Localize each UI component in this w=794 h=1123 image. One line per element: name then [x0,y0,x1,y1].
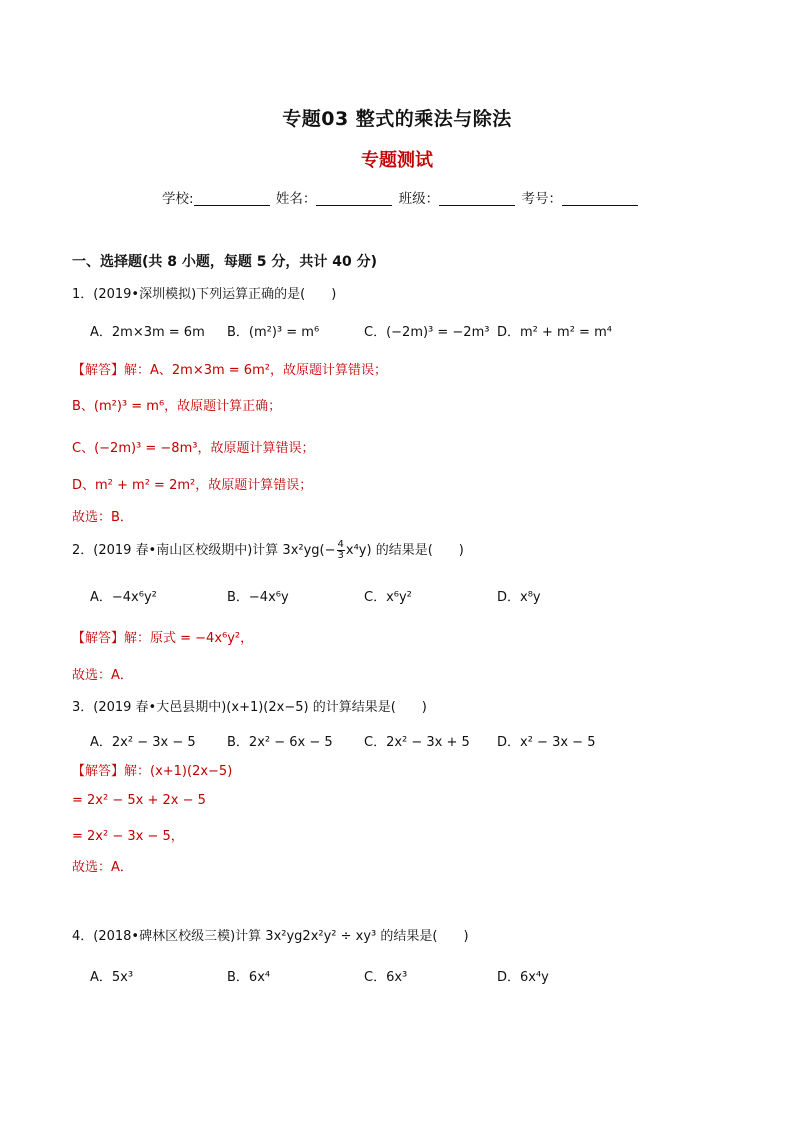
info-blank-class[interactable] [439,191,515,206]
question-2-option-b: B．−4x⁶y [227,590,289,605]
question-3-stem: 3．(2019 春•大邑县期中)(x+1)(2x−5) 的计算结果是( ) [72,700,427,715]
info-label-exam-number: 考号： [521,191,562,207]
question-1-answer-line: D、m² + m² = 2m²，故原题计算错误； [72,478,313,493]
info-blank-exam-number[interactable] [562,191,638,206]
question-2-stem-prefix: 2．(2019 春•南山区校级期中)计算 3x²yg(− [72,543,336,558]
question-2-option-d: D．x⁸y [497,590,541,605]
question-1-option-a: A．2m×3m = 6m [90,325,205,340]
question-3-option-c: C．2x² − 3x + 5 [364,735,470,750]
question-3-answer-line: 故选：A． [72,860,133,875]
question-4-option-b: B．6x⁴ [227,970,271,985]
info-label-name: 姓名： [275,191,317,207]
info-blank-school[interactable] [194,191,270,206]
info-label-school: 学校: [162,191,194,207]
question-3-option-d: D．x² − 3x − 5 [497,735,596,750]
question-1-answer-line: C、(−2m)³ = −8m³，故原题计算错误； [72,441,315,456]
question-2-stem [72,539,464,561]
student-info-row [162,187,640,207]
info-blank-name[interactable] [316,191,392,206]
question-2-option-a: A．−4x⁶y² [90,590,157,605]
question-4-stem: 4．(2018•碑林区校级三模)计算 3x²yg2x²y² ÷ xy³ 的结果是( ) [72,929,469,944]
question-3-option-a: A．2x² − 3x − 5 [90,735,196,750]
question-1-option-c: C．(−2m)³ = −2m³ [364,325,490,340]
section-heading: 一、选择题(共 8 小题，每题 5 分，共计 40 分) [72,254,378,270]
question-3-answer-line: = 2x² − 5x + 2x − 5 [72,793,206,808]
question-1-answer-line: 【解答】解：A、2m×3m = 6m²，故原题计算错误； [72,363,387,378]
question-4-option-d: D．6x⁴y [497,970,549,985]
question-4-option-a: A．5x³ [90,970,134,985]
page-subtitle: 专题测试 [361,150,433,171]
question-2-stem-suffix: x⁴y) 的结果是( ) [345,543,464,558]
question-2-answer-line: 【解答】解：原式 = −4x⁶y²， [72,631,254,646]
question-2-answer-line: 故选：A． [72,668,133,683]
question-3-answer-line: = 2x² − 3x − 5， [72,829,184,844]
page-title: 专题03 整式的乘法与除法 [282,108,512,130]
question-1-option-b: B．(m²)³ = m⁶ [227,325,320,340]
fraction-numerator: 4 [337,539,344,550]
info-label-class: 班级： [398,191,440,207]
question-2-option-c: C．x⁶y² [364,590,412,605]
question-1-option-d: D．m² + m² = m⁴ [497,325,612,340]
fraction [337,540,345,561]
question-1-answer-line: B、(m²)³ = m⁶，故原题计算正确； [72,399,282,414]
question-1-answer-line: 故选：B． [72,510,133,525]
question-3-answer-line: 【解答】解：(x+1)(2x−5) [72,764,233,779]
question-3-option-b: B．2x² − 6x − 5 [227,735,333,750]
question-1-stem: 1．(2019•深圳模拟)下列运算正确的是( ) [72,287,337,302]
question-4-option-c: C．6x³ [364,970,408,985]
fraction-denominator: 3 [337,550,344,561]
